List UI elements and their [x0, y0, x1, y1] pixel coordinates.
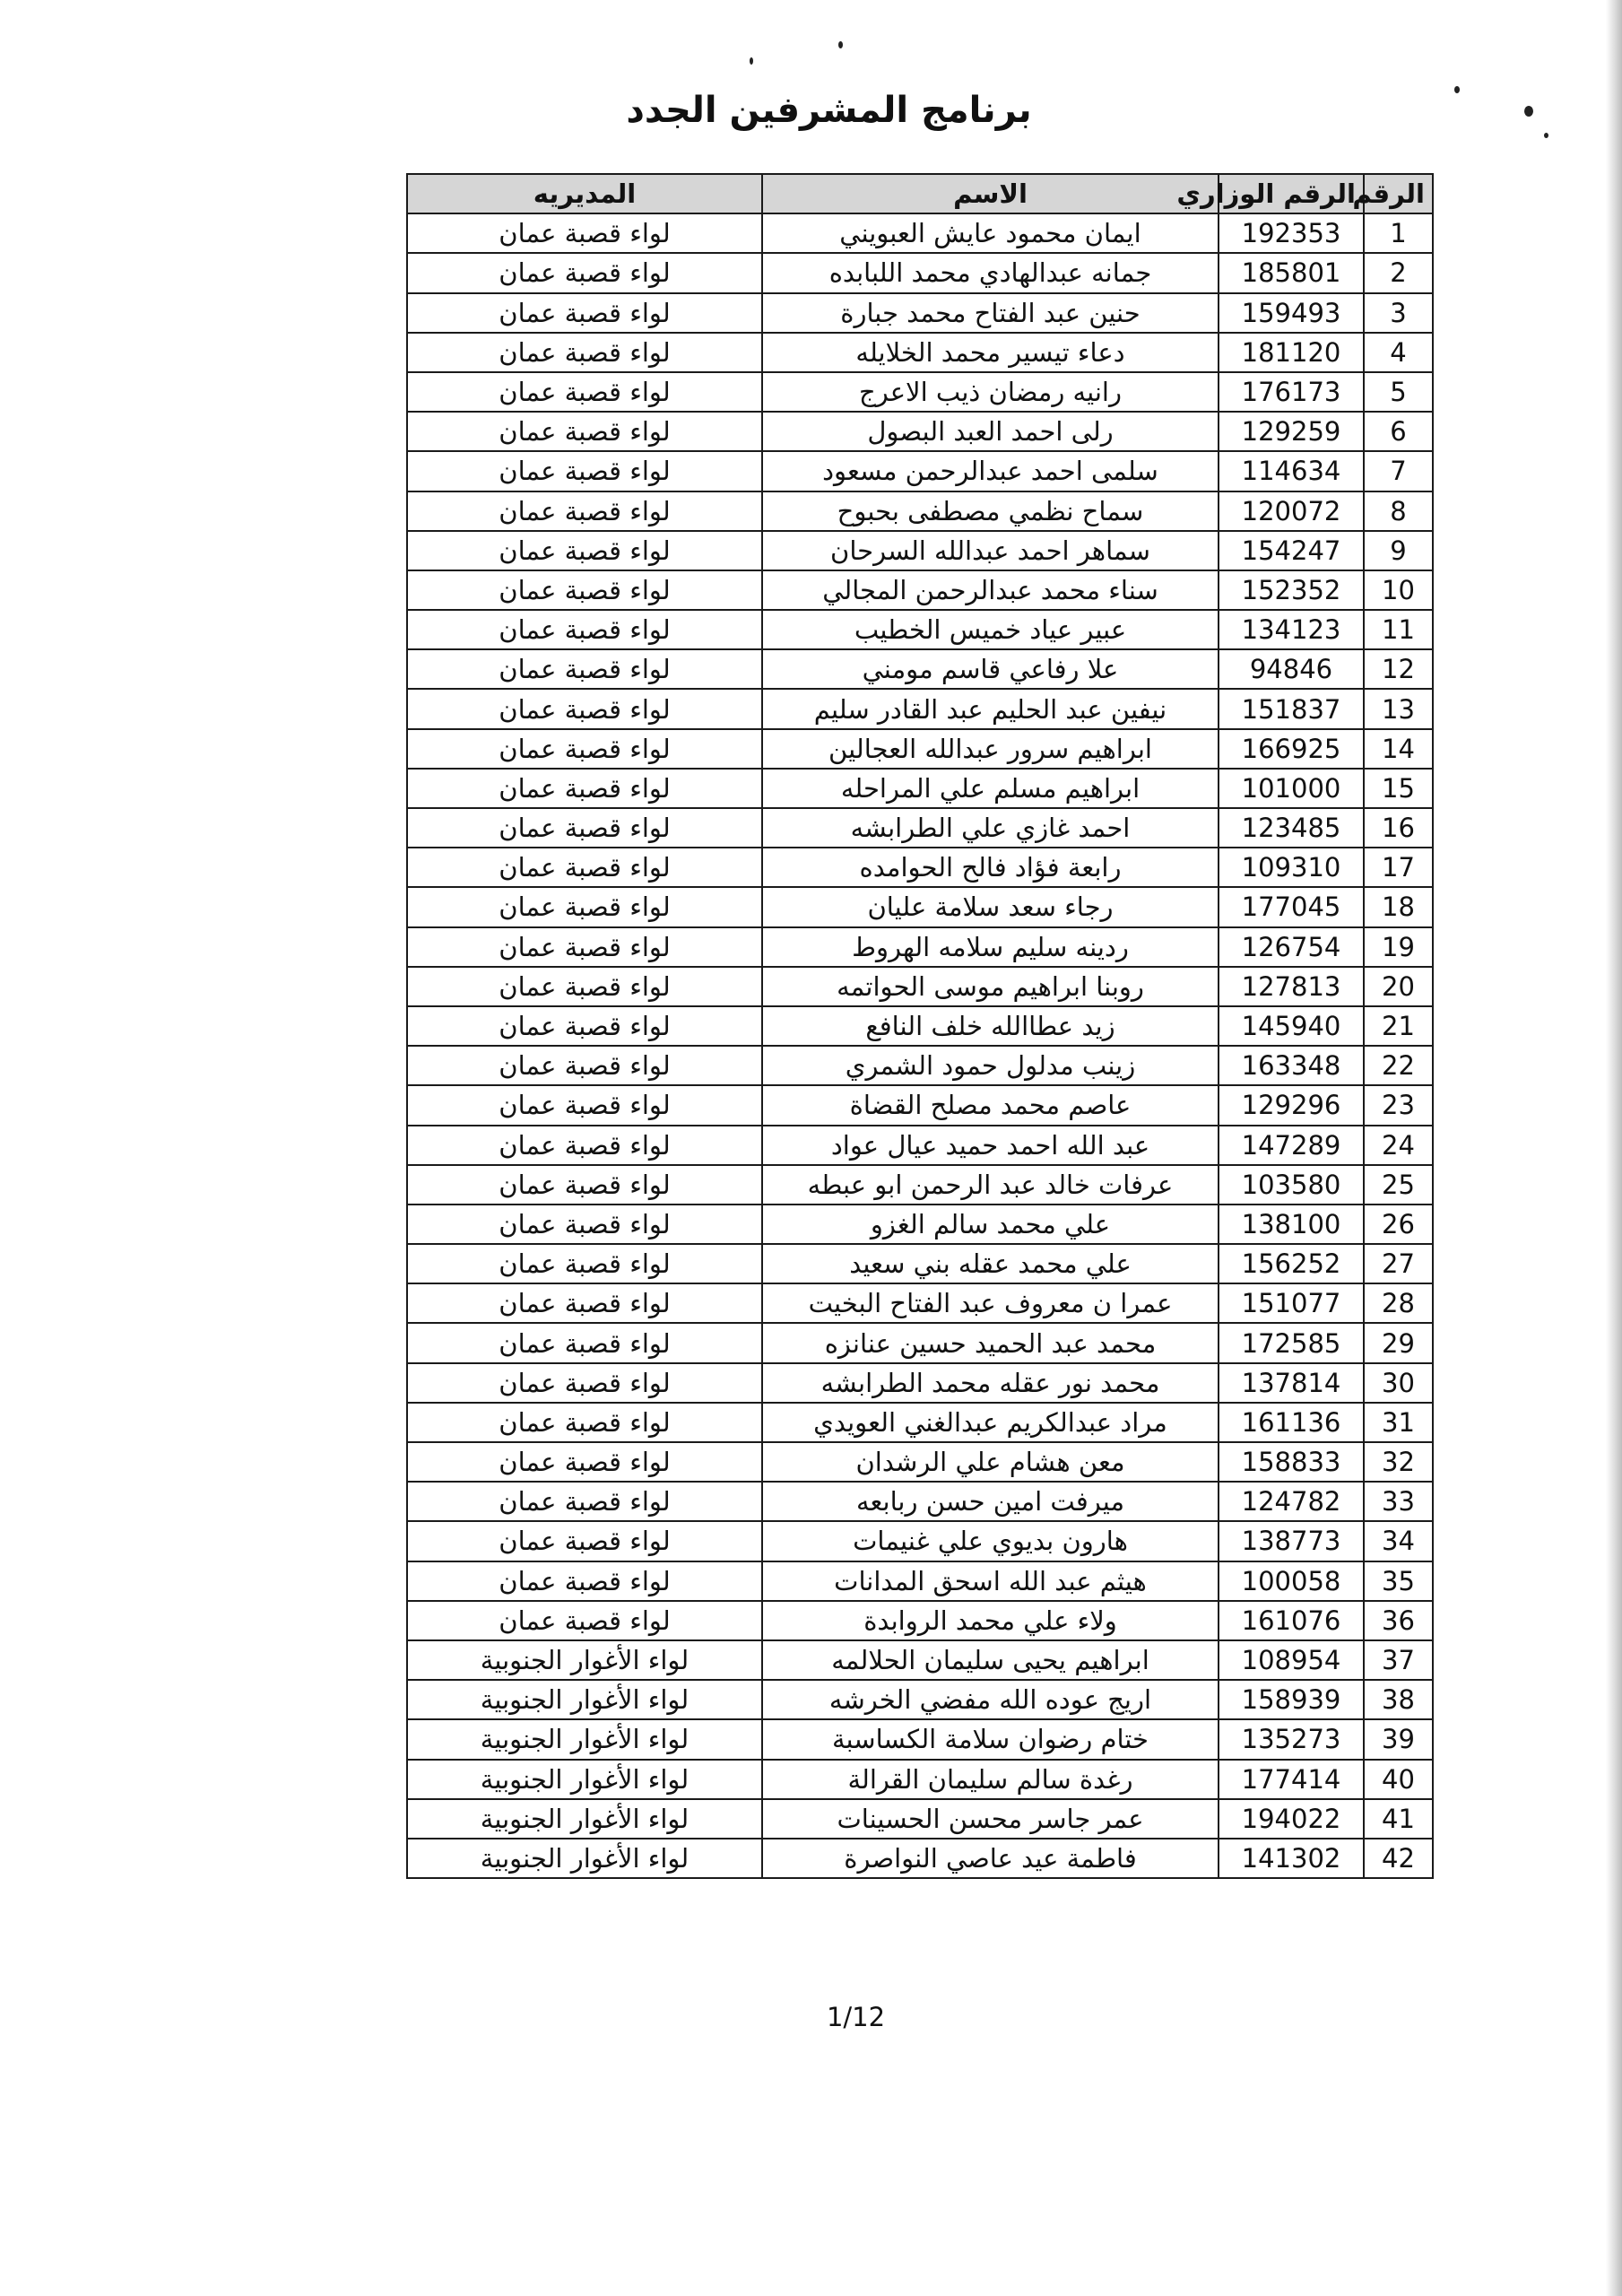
cell-ministry-id: 100058: [1219, 1561, 1364, 1601]
table-row: [407, 333, 1433, 372]
cell-name: حنين عبد الفتاح محمد جبارة: [762, 293, 1219, 333]
cell-directorate: لواء قصبة عمان: [407, 412, 762, 451]
cell-directorate: لواء قصبة عمان: [407, 1244, 762, 1283]
table-row: [407, 1680, 1433, 1719]
cell-name: ولاء علي محمد الروابدة: [762, 1601, 1219, 1640]
table-row: [407, 1085, 1433, 1125]
cell-ministry-id: 166925: [1219, 729, 1364, 769]
cell-ministry-id: 152352: [1219, 570, 1364, 610]
cell-number: 37: [1364, 1640, 1433, 1680]
cell-name: زيد عطاالله خلف النافع: [762, 1006, 1219, 1046]
cell-number: 8: [1364, 491, 1433, 531]
table-row: [407, 927, 1433, 967]
cell-name: معن هشام علي الرشدان: [762, 1442, 1219, 1482]
cell-directorate: لواء قصبة عمان: [407, 1561, 762, 1601]
cell-number: 18: [1364, 887, 1433, 926]
table-row: [407, 372, 1433, 412]
cell-number: 42: [1364, 1839, 1433, 1878]
table-row: [407, 1760, 1433, 1799]
cell-number: 39: [1364, 1719, 1433, 1759]
cell-number: 15: [1364, 769, 1433, 808]
table-row: [407, 1839, 1433, 1878]
header-name: الاسم: [762, 174, 1219, 213]
cell-name: دعاء تيسير محمد الخلايله: [762, 333, 1219, 372]
table-row: [407, 293, 1433, 333]
table-row: [407, 491, 1433, 531]
supervisors-table: [406, 173, 1434, 1879]
cell-directorate: لواء قصبة عمان: [407, 531, 762, 570]
cell-ministry-id: 129259: [1219, 412, 1364, 451]
cell-name: سماح نظمي مصطفى بحبوح: [762, 491, 1219, 531]
table-row: [407, 769, 1433, 808]
cell-number: 14: [1364, 729, 1433, 769]
table-row: [407, 1244, 1433, 1283]
cell-directorate: لواء قصبة عمان: [407, 1283, 762, 1323]
cell-directorate: لواء قصبة عمان: [407, 491, 762, 531]
cell-number: 27: [1364, 1244, 1433, 1283]
cell-number: 41: [1364, 1799, 1433, 1839]
cell-directorate: لواء قصبة عمان: [407, 1126, 762, 1165]
cell-number: 35: [1364, 1561, 1433, 1601]
cell-name: هيثم عبد الله اسحق المدانات: [762, 1561, 1219, 1601]
cell-number: 21: [1364, 1006, 1433, 1046]
cell-name: نيفين عبد الحليم عبد القادر سليم: [762, 689, 1219, 728]
cell-ministry-id: 120072: [1219, 491, 1364, 531]
cell-number: 23: [1364, 1085, 1433, 1125]
cell-directorate: لواء قصبة عمان: [407, 451, 762, 491]
table-row: [407, 1640, 1433, 1680]
cell-ministry-id: 185801: [1219, 253, 1364, 292]
cell-name: رغدة سالم سليمان القرالة: [762, 1760, 1219, 1799]
table-row: [407, 610, 1433, 649]
cell-directorate: لواء قصبة عمان: [407, 1482, 762, 1521]
cell-name: ميرفت امين حسن ربابعه: [762, 1482, 1219, 1521]
cell-ministry-id: 159493: [1219, 293, 1364, 333]
cell-ministry-id: 129296: [1219, 1085, 1364, 1125]
cell-directorate: لواء قصبة عمان: [407, 887, 762, 926]
table-row: [407, 451, 1433, 491]
cell-ministry-id: 181120: [1219, 333, 1364, 372]
cell-name: فاطمة عيد عاصي النواصرة: [762, 1839, 1219, 1878]
cell-directorate: لواء قصبة عمان: [407, 372, 762, 412]
cell-name: هارون بديوي علي غنيمات: [762, 1521, 1219, 1561]
cell-number: 6: [1364, 412, 1433, 451]
cell-number: 11: [1364, 610, 1433, 649]
cell-number: 22: [1364, 1046, 1433, 1085]
cell-directorate: لواء قصبة عمان: [407, 967, 762, 1006]
cell-name: ابراهيم مسلم علي المراحله: [762, 769, 1219, 808]
cell-number: 32: [1364, 1442, 1433, 1482]
table-header-row: [407, 174, 1433, 213]
cell-number: 26: [1364, 1205, 1433, 1244]
cell-ministry-id: 114634: [1219, 451, 1364, 491]
cell-ministry-id: 101000: [1219, 769, 1364, 808]
cell-directorate: لواء قصبة عمان: [407, 1085, 762, 1125]
cell-number: 38: [1364, 1680, 1433, 1719]
cell-number: 5: [1364, 372, 1433, 412]
cell-number: 4: [1364, 333, 1433, 372]
scan-speck: [838, 41, 843, 48]
cell-name: احمد غازي علي الطرابشه: [762, 808, 1219, 848]
table-row: [407, 1323, 1433, 1362]
table-row: [407, 531, 1433, 570]
cell-ministry-id: 145940: [1219, 1006, 1364, 1046]
cell-name: علي محمد سالم الغزو: [762, 1205, 1219, 1244]
cell-number: 28: [1364, 1283, 1433, 1323]
cell-directorate: لواء قصبة عمان: [407, 1165, 762, 1205]
cell-ministry-id: 161136: [1219, 1403, 1364, 1442]
cell-number: 29: [1364, 1323, 1433, 1362]
cell-name: علا رفاعي قاسم مومني: [762, 649, 1219, 689]
cell-name: مراد عبدالكريم عبدالغني العويدي: [762, 1403, 1219, 1442]
cell-number: 19: [1364, 927, 1433, 967]
cell-directorate: لواء قصبة عمان: [407, 1442, 762, 1482]
table-row: [407, 253, 1433, 292]
cell-name: ردينه سليم سلامه الهروط: [762, 927, 1219, 967]
cell-name: عرفات خالد عبد الرحمن ابو عبطه: [762, 1165, 1219, 1205]
cell-number: 17: [1364, 848, 1433, 887]
document-title: برنامج المشرفين الجدد: [626, 90, 1032, 131]
cell-name: جمانه عبدالهادي محمد اللبابده: [762, 253, 1219, 292]
scan-edge: [1606, 0, 1622, 2296]
cell-directorate: لواء قصبة عمان: [407, 689, 762, 728]
table-row: [407, 1126, 1433, 1165]
table-row: [407, 1799, 1433, 1839]
cell-directorate: لواء قصبة عمان: [407, 769, 762, 808]
cell-name: سماهر احمد عبدالله السرحان: [762, 531, 1219, 570]
cell-directorate: لواء قصبة عمان: [407, 1323, 762, 1362]
cell-directorate: لواء قصبة عمان: [407, 729, 762, 769]
cell-name: عمر جاسر محسن الحسينات: [762, 1799, 1219, 1839]
cell-directorate: لواء قصبة عمان: [407, 848, 762, 887]
cell-number: 7: [1364, 451, 1433, 491]
cell-directorate: لواء قصبة عمان: [407, 333, 762, 372]
cell-ministry-id: 141302: [1219, 1839, 1364, 1878]
cell-ministry-id: 151077: [1219, 1283, 1364, 1323]
table-row: [407, 1561, 1433, 1601]
cell-directorate: لواء قصبة عمان: [407, 570, 762, 610]
cell-number: 9: [1364, 531, 1433, 570]
table-row: [407, 1719, 1433, 1759]
table-row: [407, 967, 1433, 1006]
cell-ministry-id: 126754: [1219, 927, 1364, 967]
cell-directorate: لواء قصبة عمان: [407, 808, 762, 848]
cell-directorate: لواء قصبة عمان: [407, 649, 762, 689]
table-row: [407, 887, 1433, 926]
scan-speck: [750, 57, 753, 65]
header-directorate: المديريه: [407, 174, 762, 213]
cell-ministry-id: 161076: [1219, 1601, 1364, 1640]
cell-name: زينب مدلول حمود الشمري: [762, 1046, 1219, 1085]
cell-number: 12: [1364, 649, 1433, 689]
cell-ministry-id: 147289: [1219, 1126, 1364, 1165]
table-row: [407, 1205, 1433, 1244]
table-row: [407, 1046, 1433, 1085]
cell-ministry-id: 158939: [1219, 1680, 1364, 1719]
cell-number: 16: [1364, 808, 1433, 848]
page-number: 1/12: [826, 2002, 886, 2032]
cell-ministry-id: 135273: [1219, 1719, 1364, 1759]
cell-name: رجاء سعد سلامة عليان: [762, 887, 1219, 926]
cell-ministry-id: 94846: [1219, 649, 1364, 689]
cell-ministry-id: 134123: [1219, 610, 1364, 649]
cell-directorate: لواء الأغوار الجنوبية: [407, 1799, 762, 1839]
cell-number: 13: [1364, 689, 1433, 728]
cell-ministry-id: 194022: [1219, 1799, 1364, 1839]
cell-directorate: لواء الأغوار الجنوبية: [407, 1719, 762, 1759]
cell-number: 24: [1364, 1126, 1433, 1165]
cell-ministry-id: 163348: [1219, 1046, 1364, 1085]
cell-directorate: لواء قصبة عمان: [407, 1403, 762, 1442]
cell-ministry-id: 124782: [1219, 1482, 1364, 1521]
cell-number: 3: [1364, 293, 1433, 333]
cell-directorate: لواء الأغوار الجنوبية: [407, 1680, 762, 1719]
cell-ministry-id: 109310: [1219, 848, 1364, 887]
cell-ministry-id: 154247: [1219, 531, 1364, 570]
cell-number: 31: [1364, 1403, 1433, 1442]
cell-directorate: لواء قصبة عمان: [407, 610, 762, 649]
table-row: [407, 1006, 1433, 1046]
scan-speck: [1544, 133, 1548, 138]
cell-ministry-id: 103580: [1219, 1165, 1364, 1205]
cell-number: 36: [1364, 1601, 1433, 1640]
cell-directorate: لواء قصبة عمان: [407, 1601, 762, 1640]
cell-ministry-id: 177414: [1219, 1760, 1364, 1799]
cell-name: عاصم محمد مصلح القضاة: [762, 1085, 1219, 1125]
table-body: [407, 213, 1433, 1878]
cell-directorate: لواء قصبة عمان: [407, 213, 762, 253]
cell-number: 20: [1364, 967, 1433, 1006]
cell-directorate: لواء قصبة عمان: [407, 927, 762, 967]
cell-ministry-id: 127813: [1219, 967, 1364, 1006]
cell-name: ابراهيم سرور عبدالله العجالين: [762, 729, 1219, 769]
cell-name: محمد عبد الحميد حسين عنانزه: [762, 1323, 1219, 1362]
cell-number: 30: [1364, 1363, 1433, 1403]
cell-name: عبد الله احمد حميد عيال عواد: [762, 1126, 1219, 1165]
cell-directorate: لواء قصبة عمان: [407, 1363, 762, 1403]
cell-directorate: لواء قصبة عمان: [407, 1006, 762, 1046]
cell-ministry-id: 172585: [1219, 1323, 1364, 1362]
cell-ministry-id: 123485: [1219, 808, 1364, 848]
supervisors-table-container: [406, 173, 1432, 1879]
cell-directorate: لواء قصبة عمان: [407, 1521, 762, 1561]
table-row: [407, 1482, 1433, 1521]
cell-number: 25: [1364, 1165, 1433, 1205]
cell-name: عبير عياد خميس الخطيب: [762, 610, 1219, 649]
cell-number: 10: [1364, 570, 1433, 610]
cell-number: 40: [1364, 1760, 1433, 1799]
cell-name: عمرا ن معروف عبد الفتاح البخيت: [762, 1283, 1219, 1323]
cell-ministry-id: 137814: [1219, 1363, 1364, 1403]
cell-name: رلى احمد العبد البصول: [762, 412, 1219, 451]
cell-ministry-id: 192353: [1219, 213, 1364, 253]
cell-name: ختام رضوان سلامة الكساسبة: [762, 1719, 1219, 1759]
cell-ministry-id: 176173: [1219, 372, 1364, 412]
cell-name: محمد نور عقله محمد الطرابشه: [762, 1363, 1219, 1403]
cell-directorate: لواء قصبة عمان: [407, 1046, 762, 1085]
cell-ministry-id: 138773: [1219, 1521, 1364, 1561]
cell-number: 34: [1364, 1521, 1433, 1561]
table-row: [407, 649, 1433, 689]
cell-name: ايمان محمود عايش العبويني: [762, 213, 1219, 253]
table-row: [407, 1442, 1433, 1482]
table-row: [407, 1521, 1433, 1561]
header-number: الرقم: [1364, 174, 1433, 213]
cell-name: سلمى احمد عبدالرحمن مسعود: [762, 451, 1219, 491]
cell-number: 1: [1364, 213, 1433, 253]
header-ministry-id: الرقم الوزاري: [1219, 174, 1364, 213]
table-row: [407, 213, 1433, 253]
cell-ministry-id: 156252: [1219, 1244, 1364, 1283]
cell-directorate: لواء قصبة عمان: [407, 293, 762, 333]
cell-number: 33: [1364, 1482, 1433, 1521]
cell-directorate: لواء قصبة عمان: [407, 253, 762, 292]
cell-name: رابعة فؤاد فالح الحوامده: [762, 848, 1219, 887]
cell-directorate: لواء الأغوار الجنوبية: [407, 1760, 762, 1799]
cell-ministry-id: 158833: [1219, 1442, 1364, 1482]
cell-ministry-id: 138100: [1219, 1205, 1364, 1244]
cell-ministry-id: 151837: [1219, 689, 1364, 728]
table-row: [407, 729, 1433, 769]
table-row: [407, 848, 1433, 887]
table-row: [407, 808, 1433, 848]
cell-directorate: لواء قصبة عمان: [407, 1205, 762, 1244]
table-row: [407, 1165, 1433, 1205]
table-row: [407, 570, 1433, 610]
cell-ministry-id: 177045: [1219, 887, 1364, 926]
cell-name: سناء محمد عبدالرحمن المجالي: [762, 570, 1219, 610]
cell-name: اريج عوده الله مفضي الخرشه: [762, 1680, 1219, 1719]
table-row: [407, 412, 1433, 451]
table-row: [407, 1363, 1433, 1403]
table-row: [407, 1403, 1433, 1442]
table-row: [407, 1283, 1433, 1323]
table-row: [407, 1601, 1433, 1640]
cell-directorate: لواء الأغوار الجنوبية: [407, 1839, 762, 1878]
cell-ministry-id: 108954: [1219, 1640, 1364, 1680]
cell-name: روبنا ابراهيم موسى الحواتمه: [762, 967, 1219, 1006]
cell-name: علي محمد عقله بني سعيد: [762, 1244, 1219, 1283]
cell-name: ابراهيم يحيى سليمان الحلالمه: [762, 1640, 1219, 1680]
cell-directorate: لواء الأغوار الجنوبية: [407, 1640, 762, 1680]
cell-number: 2: [1364, 253, 1433, 292]
cell-name: رانيه رمضان ذيب الاعرج: [762, 372, 1219, 412]
table-row: [407, 689, 1433, 728]
